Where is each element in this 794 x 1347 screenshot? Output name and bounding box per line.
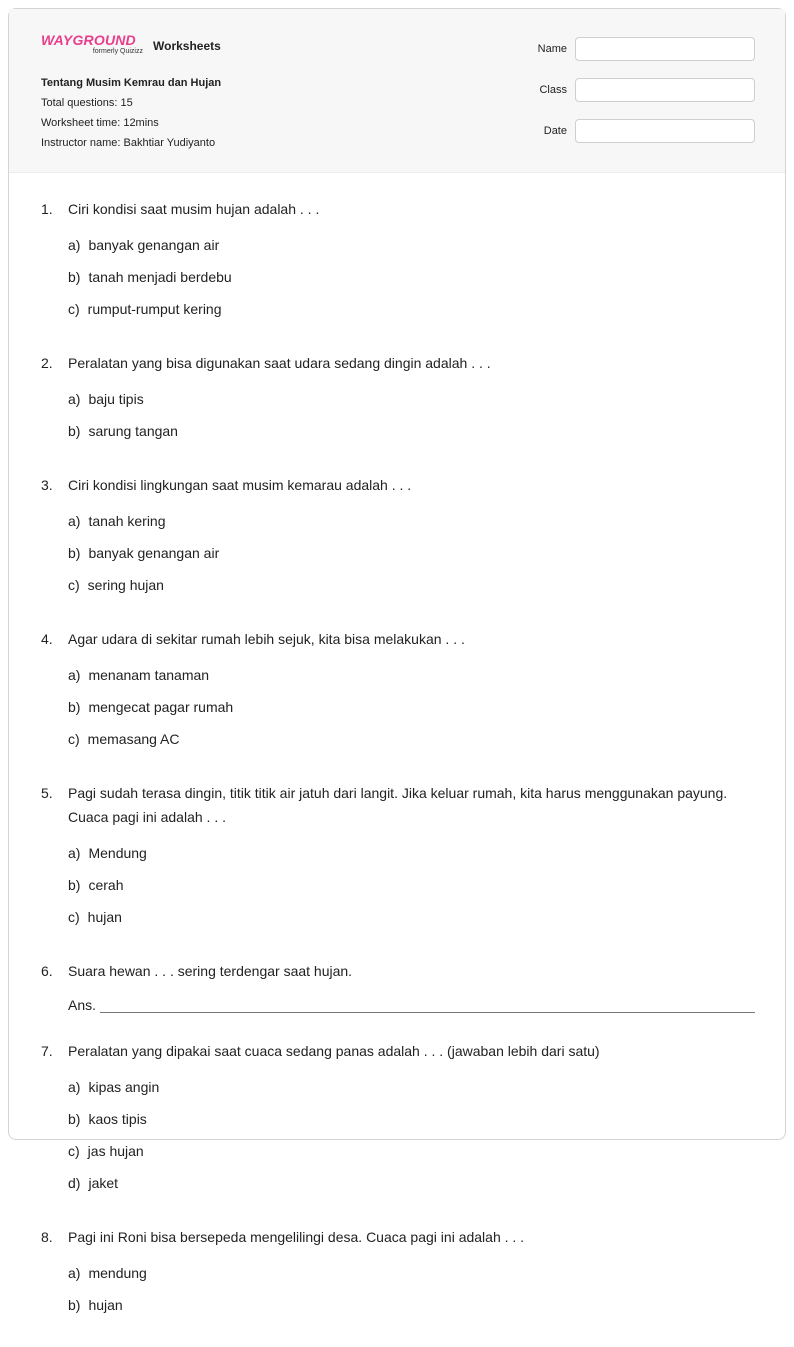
- answer-options: [68, 383, 755, 447]
- option-text: memasang AC: [87, 731, 180, 747]
- option-letter: c): [68, 909, 80, 925]
- answer-row: [68, 997, 755, 1013]
- option-text: hujan: [87, 909, 122, 925]
- answer-label: Ans.: [68, 997, 97, 1013]
- option-text: mendung: [88, 1265, 147, 1281]
- question-text: Pagi sudah terasa dingin, titik titik air jatuh dari langit. Jika keluar rumah, kita harus menggunakan payung. Cuaca pagi ini adalah . . .: [68, 785, 728, 825]
- option-letter: a): [68, 667, 81, 683]
- answer-option[interactable]: [68, 537, 415, 569]
- student-fields: [538, 37, 755, 160]
- option-text: kaos tipis: [88, 1111, 147, 1127]
- option-text: Mendung: [88, 845, 147, 861]
- date-row: [538, 119, 755, 143]
- answer-option[interactable]: [68, 229, 415, 261]
- question-line: [41, 959, 755, 983]
- option-text: baju tipis: [88, 391, 144, 407]
- question-item: [41, 351, 755, 447]
- question-item: [41, 959, 755, 1013]
- option-letter: a): [68, 391, 81, 407]
- option-letter: a): [68, 845, 81, 861]
- option-text: sering hujan: [87, 577, 164, 593]
- worksheet-time: Worksheet time: 12mins: [41, 117, 159, 129]
- brand: [41, 33, 221, 61]
- question-item: [41, 1225, 755, 1321]
- answer-option[interactable]: [68, 1135, 415, 1167]
- answer-option[interactable]: [68, 383, 415, 415]
- answer-option[interactable]: [68, 723, 415, 755]
- question-line: [41, 627, 755, 651]
- question-line: [41, 1225, 755, 1249]
- question-number: 1.: [41, 201, 53, 217]
- name-label: Name: [537, 43, 567, 55]
- answer-option[interactable]: [68, 261, 415, 293]
- question-list: [41, 197, 755, 1347]
- option-text: kipas angin: [88, 1079, 160, 1095]
- question-line: [41, 197, 755, 221]
- option-letter: c): [68, 301, 80, 317]
- option-letter: b): [68, 699, 81, 715]
- answer-option[interactable]: [68, 837, 415, 869]
- question-line: [41, 781, 755, 829]
- worksheet-header: [9, 9, 785, 173]
- question-text: Ciri kondisi lingkungan saat musim kemarau adalah . . .: [68, 477, 412, 493]
- worksheet-title: Tentang Musim Kemrau dan Hujan: [41, 77, 222, 89]
- option-letter: b): [68, 877, 81, 893]
- answer-option[interactable]: [68, 1103, 415, 1135]
- date-field[interactable]: [575, 119, 755, 143]
- question-text: Pagi ini Roni bisa bersepeda mengelilingi desa. Cuaca pagi ini adalah . . .: [68, 1229, 525, 1245]
- answer-line[interactable]: [100, 998, 755, 1013]
- name-row: [538, 37, 755, 61]
- answer-option[interactable]: [68, 659, 415, 691]
- question-text: Peralatan yang bisa digunakan saat udara sedang dingin adalah . . .: [68, 355, 491, 371]
- answer-option[interactable]: [68, 1289, 415, 1321]
- answer-option[interactable]: [68, 415, 415, 447]
- option-letter: b): [68, 269, 81, 285]
- question-number: 7.: [41, 1043, 53, 1059]
- option-letter: b): [68, 545, 81, 561]
- answer-option[interactable]: [68, 901, 415, 933]
- question-text: Ciri kondisi saat musim hujan adalah . . .: [68, 201, 320, 217]
- question-text: Agar udara di sekitar rumah lebih sejuk, kita bisa melakukan . . .: [68, 631, 465, 647]
- option-text: tanah kering: [88, 513, 166, 529]
- option-letter: c): [68, 1143, 80, 1159]
- answer-options: [68, 229, 755, 325]
- option-letter: c): [68, 577, 80, 593]
- class-field[interactable]: [575, 78, 755, 102]
- option-text: jaket: [88, 1175, 119, 1191]
- option-text: hujan: [88, 1297, 123, 1313]
- date-label: Date: [543, 125, 567, 137]
- option-letter: a): [68, 237, 81, 253]
- question-item: [41, 197, 755, 325]
- answer-option[interactable]: [68, 1071, 415, 1103]
- question-text: Suara hewan . . . sering terdengar saat hujan.: [68, 963, 353, 979]
- option-letter: a): [68, 1265, 81, 1281]
- option-text: cerah: [88, 877, 124, 893]
- option-letter: a): [68, 513, 81, 529]
- answer-options: [68, 1071, 755, 1199]
- question-number: 2.: [41, 355, 53, 371]
- question-number: 4.: [41, 631, 53, 647]
- worksheet-meta: [41, 73, 221, 153]
- class-label: Class: [539, 84, 567, 96]
- question-number: 3.: [41, 477, 53, 493]
- question-line: [41, 351, 755, 375]
- option-letter: b): [68, 423, 81, 439]
- option-text: menanam tanaman: [88, 667, 210, 683]
- answer-options: [68, 659, 755, 755]
- question-line: [41, 1039, 755, 1063]
- answer-options: [68, 505, 755, 601]
- answer-option[interactable]: [68, 691, 415, 723]
- question-number: 8.: [41, 1229, 53, 1245]
- option-text: mengecat pagar rumah: [88, 699, 234, 715]
- question-item: [41, 627, 755, 755]
- total-questions: Total questions: 15: [41, 97, 133, 109]
- question-number: 6.: [41, 963, 53, 979]
- instructor-name: Instructor name: Bakhtiar Yudiyanto: [41, 137, 216, 149]
- question-item: [41, 1039, 755, 1199]
- option-letter: b): [68, 1111, 81, 1127]
- wayground-logo: [41, 33, 145, 61]
- brand-name: Worksheets: [153, 39, 221, 53]
- question-number: 5.: [41, 785, 53, 801]
- answer-option[interactable]: [68, 293, 415, 325]
- option-text: sarung tangan: [88, 423, 178, 439]
- answer-option[interactable]: [68, 1167, 415, 1199]
- question-text: Peralatan yang dipakai saat cuaca sedang panas adalah . . . (jawaban lebih dari satu): [68, 1043, 600, 1059]
- option-letter: a): [68, 1079, 81, 1095]
- class-row: [538, 78, 755, 102]
- answer-option[interactable]: [68, 1257, 415, 1289]
- answer-option[interactable]: [68, 869, 415, 901]
- answer-options: [68, 1257, 755, 1321]
- answer-option[interactable]: [68, 505, 415, 537]
- worksheet-page: [8, 8, 786, 1313]
- option-text: tanah menjadi berdebu: [88, 269, 232, 285]
- option-letter: d): [68, 1175, 81, 1191]
- question-line: [41, 473, 755, 497]
- answer-options: [68, 837, 755, 933]
- question-item: [41, 473, 755, 601]
- option-letter: b): [68, 1297, 81, 1313]
- logo-subtitle: formerly Quizizz: [92, 48, 143, 55]
- option-text: banyak genangan air: [88, 237, 220, 253]
- option-text: jas hujan: [87, 1143, 144, 1159]
- logo-wordmark: WAYGROUND: [41, 32, 136, 48]
- option-text: banyak genangan air: [88, 545, 220, 561]
- option-text: rumput-rumput kering: [87, 301, 222, 317]
- answer-option[interactable]: [68, 569, 415, 601]
- name-field[interactable]: [575, 37, 755, 61]
- option-letter: c): [68, 731, 80, 747]
- question-item: [41, 781, 755, 933]
